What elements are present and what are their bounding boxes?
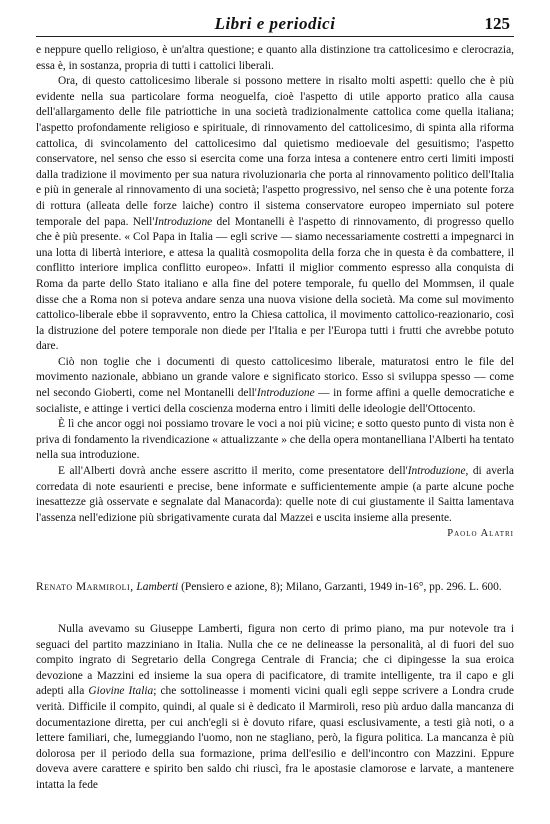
article-paragraph: È lì che ancor oggi noi possiamo trovare le voci a noi più vicine; e sotto questo punto di vista non è priva di fondamento la rivendicazione « attualizzante » che della opera montanelliana l'Alberti ha tentato nella sua introduzione. bbox=[36, 418, 514, 462]
author-signature: Paolo Alatri bbox=[447, 528, 514, 540]
article-paragraph: Ora, di questo cattolicesimo liberale si possono mettere in risalto molti aspetti: quello che è più evidente nella sua particolare forma neoguelfa, cioè l'aspetto di utile apporto pratico alla causa dell'allargamento delle file patriottiche in una società tradizionalmente cattolica come quella italiana; l'aspetto profondamente religioso e spirituale, di rinnovamento del cattolicesimo, di spinta alla riforma cattolica, di svincolamento del cattolicesimo dal quietismo medioevale del gesuitismo; l'aspetto conservatore, nel senso che esso si esercita come una forza intesa a contenere entro certi limiti imposti dalla tradizione il movimento per sua natura rivoluzionaria che porta al rinnovamento politico dell'Italia e più in generale al rinnovamento di una società; l'aspetto progressivo, nel senso che è una potente forza di rottura (alleata delle forze laiche) contro il sistema conservatore europeo imperniato sul potere temporale del papa. Nell'Introduzione del Montanelli è l'aspetto di rinnovamento, di progresso quello che è più presente. « Col Papa in Italia — egli scrive — siamo necessariamente costretti a impegnarci in una lotta di libertà interiore, e attesa la qualità cosmopolita della forza che in questa è da combattere, il conflitto interiore implica conflitto europeo». Infatti il miglior commento espresso alla conquista di Roma da parte dello Stato italiano e alla fine del potere temporale, fu quello del Mommsen, il quale disse che a Roma non si poteva andare senza una nuova visione della società. Ma come sul movimento cattolico-liberale ebbe il sopravvento, entro la Chiesa cattolica, il movimento cattolico-reazionario, così la distruzione del potere temporale non diede per l'Italia e per l'Europa tutti i frutti che avrebbe potuto dare. bbox=[36, 75, 514, 353]
review-details: (Pensiero e azione, 8); Milano, Garzanti, 1949 in-16°, pp. 296. L. 600. bbox=[181, 581, 502, 593]
header-rule bbox=[36, 36, 514, 37]
review-book-title: Lamberti bbox=[136, 581, 179, 593]
article-paragraph: Ciò non toglie che i documenti di questo cattolicesimo liberale, maturatosi entro le file del movimento nazionale, abbiano un grande valore e significato storico. Esso si sviluppa spesso — come nel secondo Gioberti, come nel Montanelli dell'Introduzione — in forme affini a quelle democratiche e socialiste, e attinge i vertici della coscienza moderna entro i limiti delle ideologie dell'Ottocento. bbox=[36, 355, 514, 415]
article-paragraph: e neppure quello religioso, è un'altra questione; e quanto alla distinzione tra cattolicesimo e clerocrazia, essa è, in sostanza, propria di tutti i cattolici liberali. bbox=[36, 44, 514, 72]
running-header bbox=[40, 6, 510, 36]
article-body bbox=[36, 43, 514, 542]
running-title: Libri e periodici bbox=[214, 14, 336, 33]
review-paragraph: Nulla avevamo su Giuseppe Lamberti, figura non certo di primo piano, ma pur notevole tra i seguaci del partito mazziniano in Italia. Nulla che ce ne delineasse la personalità, al di fuori del suo compito ingrato di Segretario della Congrega Centrale di Francia; che ci dipingesse la sua eroica devozione a Mazzini ed insieme la sua opera di pacificatore, di tramite intelligente, tra il capo e gli adepti alla Giovine Italia; che sottolineasse i momenti vicini quali egli seppe scrivere a Londra crude verità. Difficile il compito, quindi, al quale si è dedicato il Marmiroli, reso più arduo dalla mancanza di documentazione diretta, per cui anch'egli si è dovuto rifare, quasi esclusivamente, a testi già noti, o a lettere familiari, che, lumeggiando l'uomo, non ne stagliano, però, la figura politica. La mancanza è più dolorosa per il periodo della sua formazione, prima dell'esilio e dell'incontro con Mazzini. Eppure doveva avere carattere e spirito ben saldo chi riuscì, fra le apostasie clamorose e larvate, a mantenere intatta la fede bbox=[36, 623, 514, 791]
review-author: Renato Marmiroli, bbox=[36, 581, 134, 593]
review-citation bbox=[36, 580, 514, 596]
page-number: 125 bbox=[484, 14, 510, 33]
article-paragraph: E all'Alberti dovrà anche essere ascritto il merito, come presentatore dell'Introduzione, di averla corredata di note esaurienti e precise, bene informate e sufficientemente ampie (a parte alcune poche inesattezze già osservate e segnalate dal Manacorda): quelle note di cui giustamente il Saitta lamentava l'assenza nell'edizione più sbrigativamente curata dal Mazzei e uscita insieme alla presente. bbox=[36, 465, 514, 524]
review-body bbox=[36, 622, 514, 794]
